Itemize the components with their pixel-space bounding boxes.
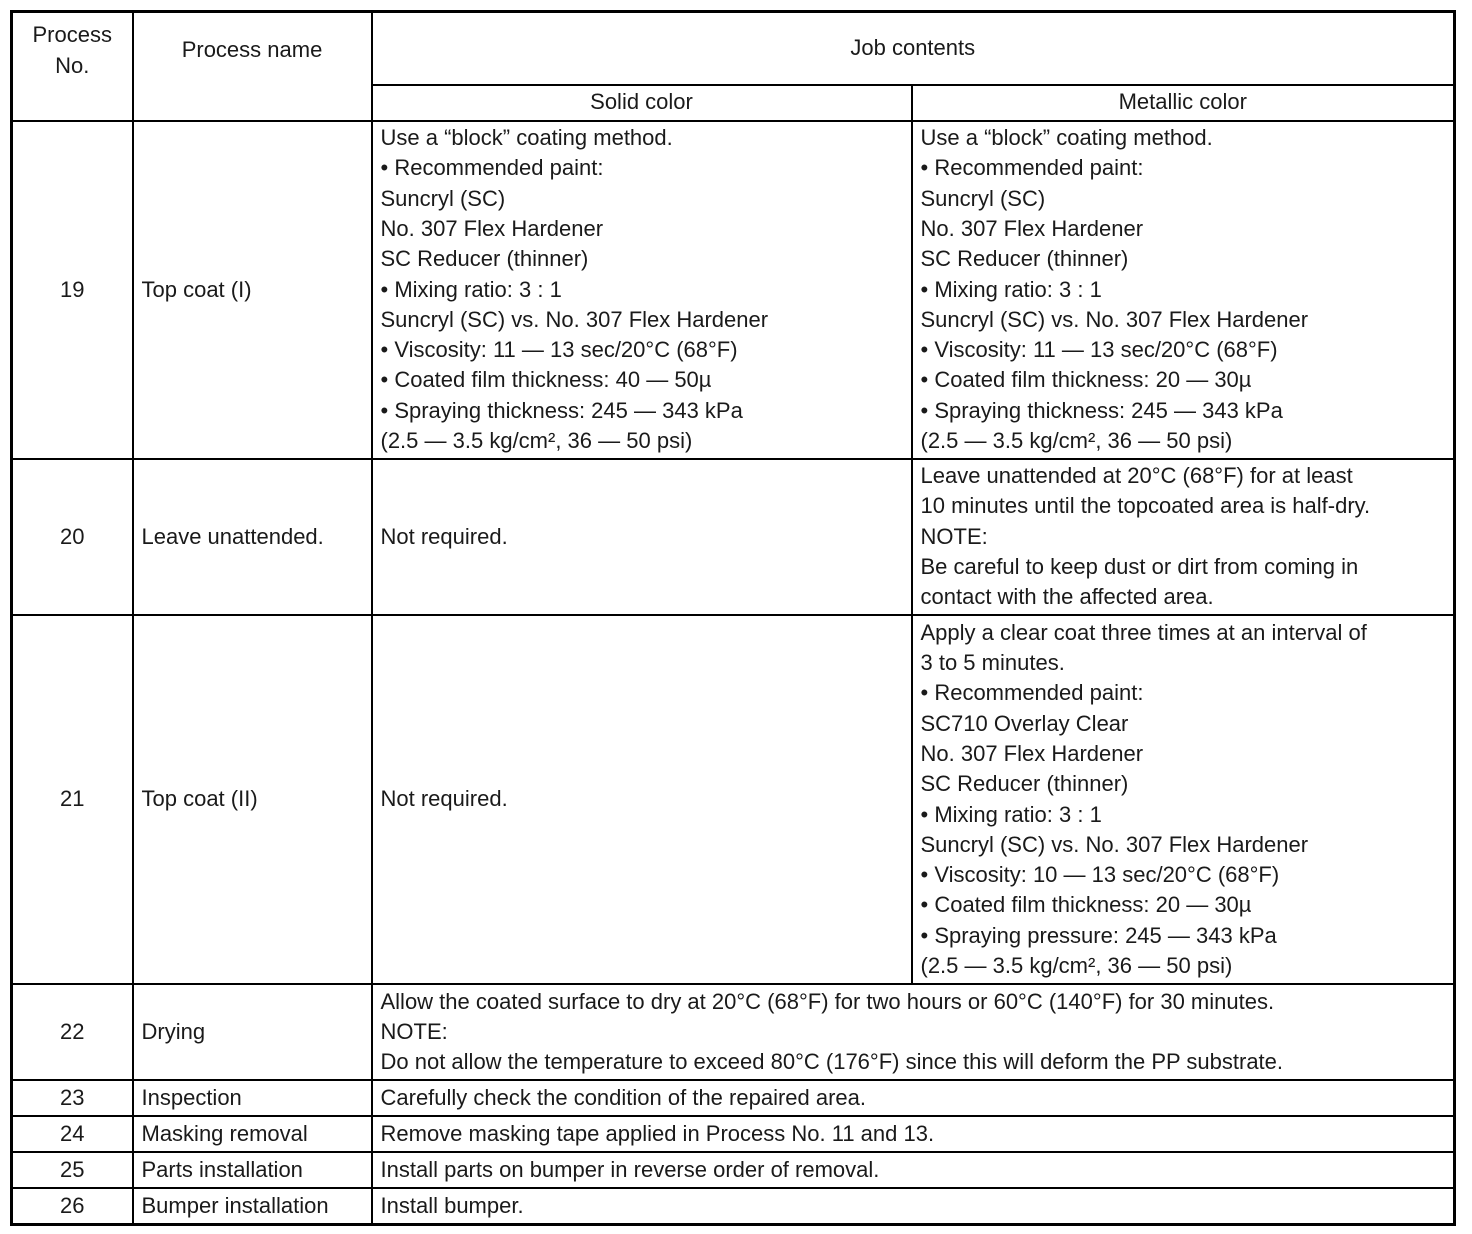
header-process-no: Process No. xyxy=(12,12,133,121)
solid-color-contents: Not required. xyxy=(372,459,912,615)
table-row xyxy=(12,459,1455,615)
table-row xyxy=(12,1188,1455,1224)
table-row xyxy=(12,1116,1455,1152)
job-contents: Carefully check the condition of the repaired area. xyxy=(372,1080,1455,1116)
process-name: Top coat (II) xyxy=(133,615,372,984)
process-no: 21 xyxy=(12,615,133,984)
process-no: 26 xyxy=(12,1188,133,1224)
header-row xyxy=(12,12,1455,85)
process-no: 25 xyxy=(12,1152,133,1188)
process-no: 20 xyxy=(12,459,133,615)
metallic-color-contents: Leave unattended at 20°C (68°F) for at least 10 minutes until the topcoated area is half-dry. NOTE: Be careful to keep dust or dirt from coming in contact with the affected area. xyxy=(912,459,1455,615)
table-row xyxy=(12,615,1455,984)
process-name: Bumper installation xyxy=(133,1188,372,1224)
job-contents: Install parts on bumper in reverse order of removal. xyxy=(372,1152,1455,1188)
solid-color-contents: Use a “block” coating method. • Recommended paint: Suncryl (SC) No. 307 Flex Hardener SC Reducer (thinner) • Mixing ratio: 3 : 1 Suncryl (SC) vs. No. 307 Flex Hardener • Viscosity: 11 — 13 sec/20°C (68°F) • Coated film thickness: 40 — 50µ • Spraying thickness: 245 — 343 kPa (2.5 — 3.5 kg/cm², 36 — 50 psi) xyxy=(372,121,912,459)
process-no: 19 xyxy=(12,121,133,459)
process-no: 22 xyxy=(12,984,133,1080)
table-row xyxy=(12,1080,1455,1116)
process-name: Parts installation xyxy=(133,1152,372,1188)
process-no: 23 xyxy=(12,1080,133,1116)
table-row xyxy=(12,1152,1455,1188)
metallic-color-contents: Use a “block” coating method. • Recommended paint: Suncryl (SC) No. 307 Flex Hardener SC Reducer (thinner) • Mixing ratio: 3 : 1 Suncryl (SC) vs. No. 307 Flex Hardener • Viscosity: 11 — 13 sec/20°C (68°F) • Coated film thickness: 20 — 30µ • Spraying thickness: 245 — 343 kPa (2.5 — 3.5 kg/cm², 36 — 50 psi) xyxy=(912,121,1455,459)
solid-color-contents: Not required. xyxy=(372,615,912,984)
job-contents: Remove masking tape applied in Process No. 11 and 13. xyxy=(372,1116,1455,1152)
process-table xyxy=(10,10,1456,1226)
header-metallic-color: Metallic color xyxy=(912,85,1455,121)
header-job-contents: Job contents xyxy=(372,12,1455,85)
process-name: Drying xyxy=(133,984,372,1080)
job-contents: Allow the coated surface to dry at 20°C (68°F) for two hours or 60°C (140°F) for 30 minutes. NOTE: Do not allow the temperature to exceed 80°C (176°F) since this will deform the PP substrate. xyxy=(372,984,1455,1080)
header-solid-color: Solid color xyxy=(372,85,912,121)
table-row xyxy=(12,984,1455,1080)
process-name: Inspection xyxy=(133,1080,372,1116)
process-name: Top coat (I) xyxy=(133,121,372,459)
process-name: Masking removal xyxy=(133,1116,372,1152)
process-no: 24 xyxy=(12,1116,133,1152)
table-row xyxy=(12,121,1455,459)
process-name: Leave unattended. xyxy=(133,459,372,615)
metallic-color-contents: Apply a clear coat three times at an interval of 3 to 5 minutes. • Recommended paint: SC710 Overlay Clear No. 307 Flex Hardener SC Reducer (thinner) • Mixing ratio: 3 : 1 Suncryl (SC) vs. No. 307 Flex Hardener • Viscosity: 10 — 13 sec/20°C (68°F) • Coated film thickness: 20 — 30µ • Spraying pressure: 245 — 343 kPa (2.5 — 3.5 kg/cm², 36 — 50 psi) xyxy=(912,615,1455,984)
job-contents: Install bumper. xyxy=(372,1188,1455,1224)
header-process-name: Process name xyxy=(133,12,372,121)
